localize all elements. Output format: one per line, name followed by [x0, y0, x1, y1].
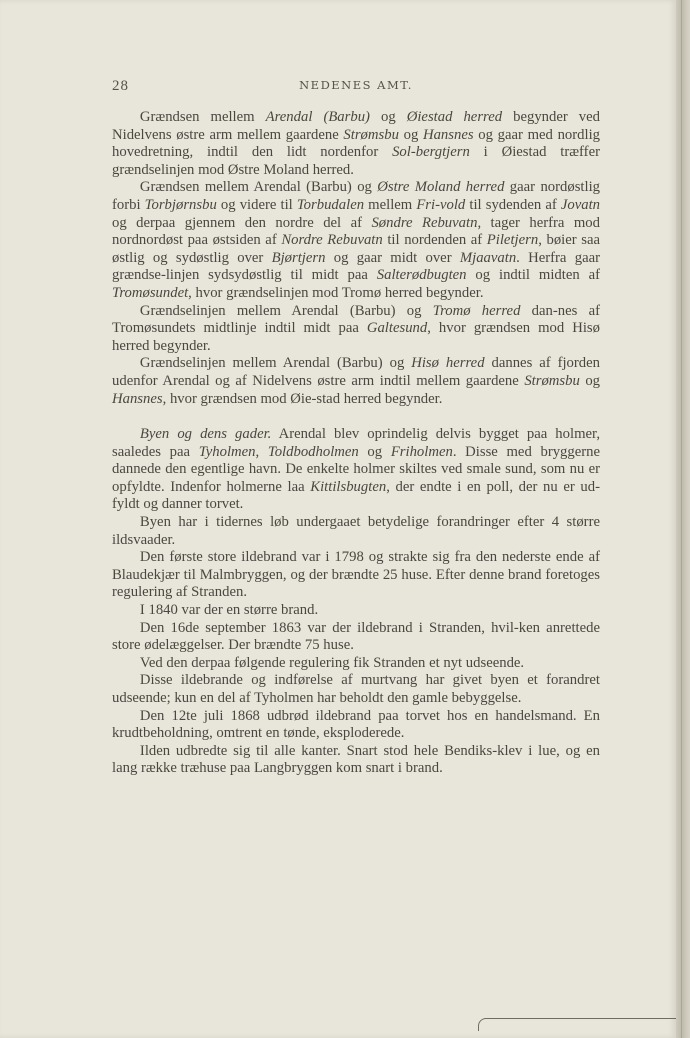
paragraph-8: I 1840 var der en større brand.	[139, 602, 319, 619]
paragraph-1: Grændsen mellem Arendal (Barbu) og Øiestad herred begynder ved Nidelvens østre arm mellem gaardene Strømsbu og Hansnes og gaar med nordlig hovedretning, indtil den lidt nordenfor Sol-bergtjern i Øiestad træffer grændselinjen mod Østre Moland herred.	[112, 109, 601, 178]
page-number: 28	[112, 78, 129, 94]
paragraph-7: Den første store ildebrand var i 1798 og strakte sig fra den nederste ende af Blaudekjær til Malmbryggen, og der brændte 25 huse. Efter denne brand foretoges regulering af Stranden.	[112, 549, 600, 601]
paragraph-4: Grændselinjen mellem Arendal (Barbu) og Hisø herred dannes af fjorden udenfor Arendal og af Nidelvens østre arm indtil mellem gaardene Strømsbu og Hansnes, hvor grændsen mod Øie-stad herred begynder.	[112, 355, 601, 407]
paragraph-9: Den 16de september 1863 var der ildebrand i Stranden, hvil-ken anrettede store ødelæggelser. Der brændte 75 huse.	[112, 619, 600, 654]
paragraph-11: Disse ildebrande og indførelse af murtvang har givet byen et forandret udseende; kun en del af Tyholmen har beholdt den gamle bebyggelse.	[112, 672, 600, 706]
paragraph-3: Grændselinjen mellem Arendal (Barbu) og Tromø herred dan-nes af Tromøsundets midtlinje indtil midt paa Galtesund, hvor grændsen mod Hisø herred begynder.	[112, 302, 601, 354]
page-header	[112, 78, 600, 92]
paragraph-12: Den 12te juli 1868 udbrød ildebrand paa torvet hos en handelsmand. En krudtbeholdning, omtrent en tønde, eksploderede.	[112, 707, 600, 742]
paragraph-5: Byen og dens gader. Arendal blev oprindelig delvis bygget paa holmer, saaledes paa Tyholmen, Toldbodholmen og Friholmen. Disse med bryggerne dannede den egentlige havn. De enkelte holmer skiltes ved smale sund, som nu er opfyldte. Indenfor holmerne laa Kittilsbugten, der endte i en poll, der nu er ud-fyldt og danner torvet.	[112, 426, 601, 513]
running-title: NEDENES AMT.	[299, 78, 413, 92]
body-text	[112, 109, 600, 778]
paragraph-13: Ilden udbredte sig til alle kanter. Snart stod hele Bendiks-klev i lue, og en lang række træhuse paa Langbryggen kom snart i brand.	[112, 742, 600, 777]
paragraph-10: Ved den derpaa følgende regulering fik Stranden et nyt udseende.	[139, 654, 525, 671]
paragraph-2: Grændsen mellem Arendal (Barbu) og Østre Moland herred gaar nordøstlig forbi Torbjørnsbu og videre til Torbudalen mellem Fri-vold til sydenden af Jovatn og derpaa gjennem den nordre del af Søndre Rebuvatn, tager herfra mod nordnordøst paa østsiden af Nordre Rebuvatn til nordenden af Piletjern, bøier saa østlig og sydøstlig over Bjørtjern og gaar midt over Mjaavatn. Herfra gaar grændse-linjen sydsydøstlig til midt paa Salterødbugten og indtil midten af Tromøsundet, hvor grændselinjen mod Tromø herred begynder.	[112, 179, 601, 301]
footer-rule	[478, 1018, 676, 1031]
paragraph-6: Byen har i tidernes løb undergaaet betydelige forandringer efter 4 større ildsvaader.	[112, 514, 600, 548]
book-edge	[676, 0, 690, 1038]
